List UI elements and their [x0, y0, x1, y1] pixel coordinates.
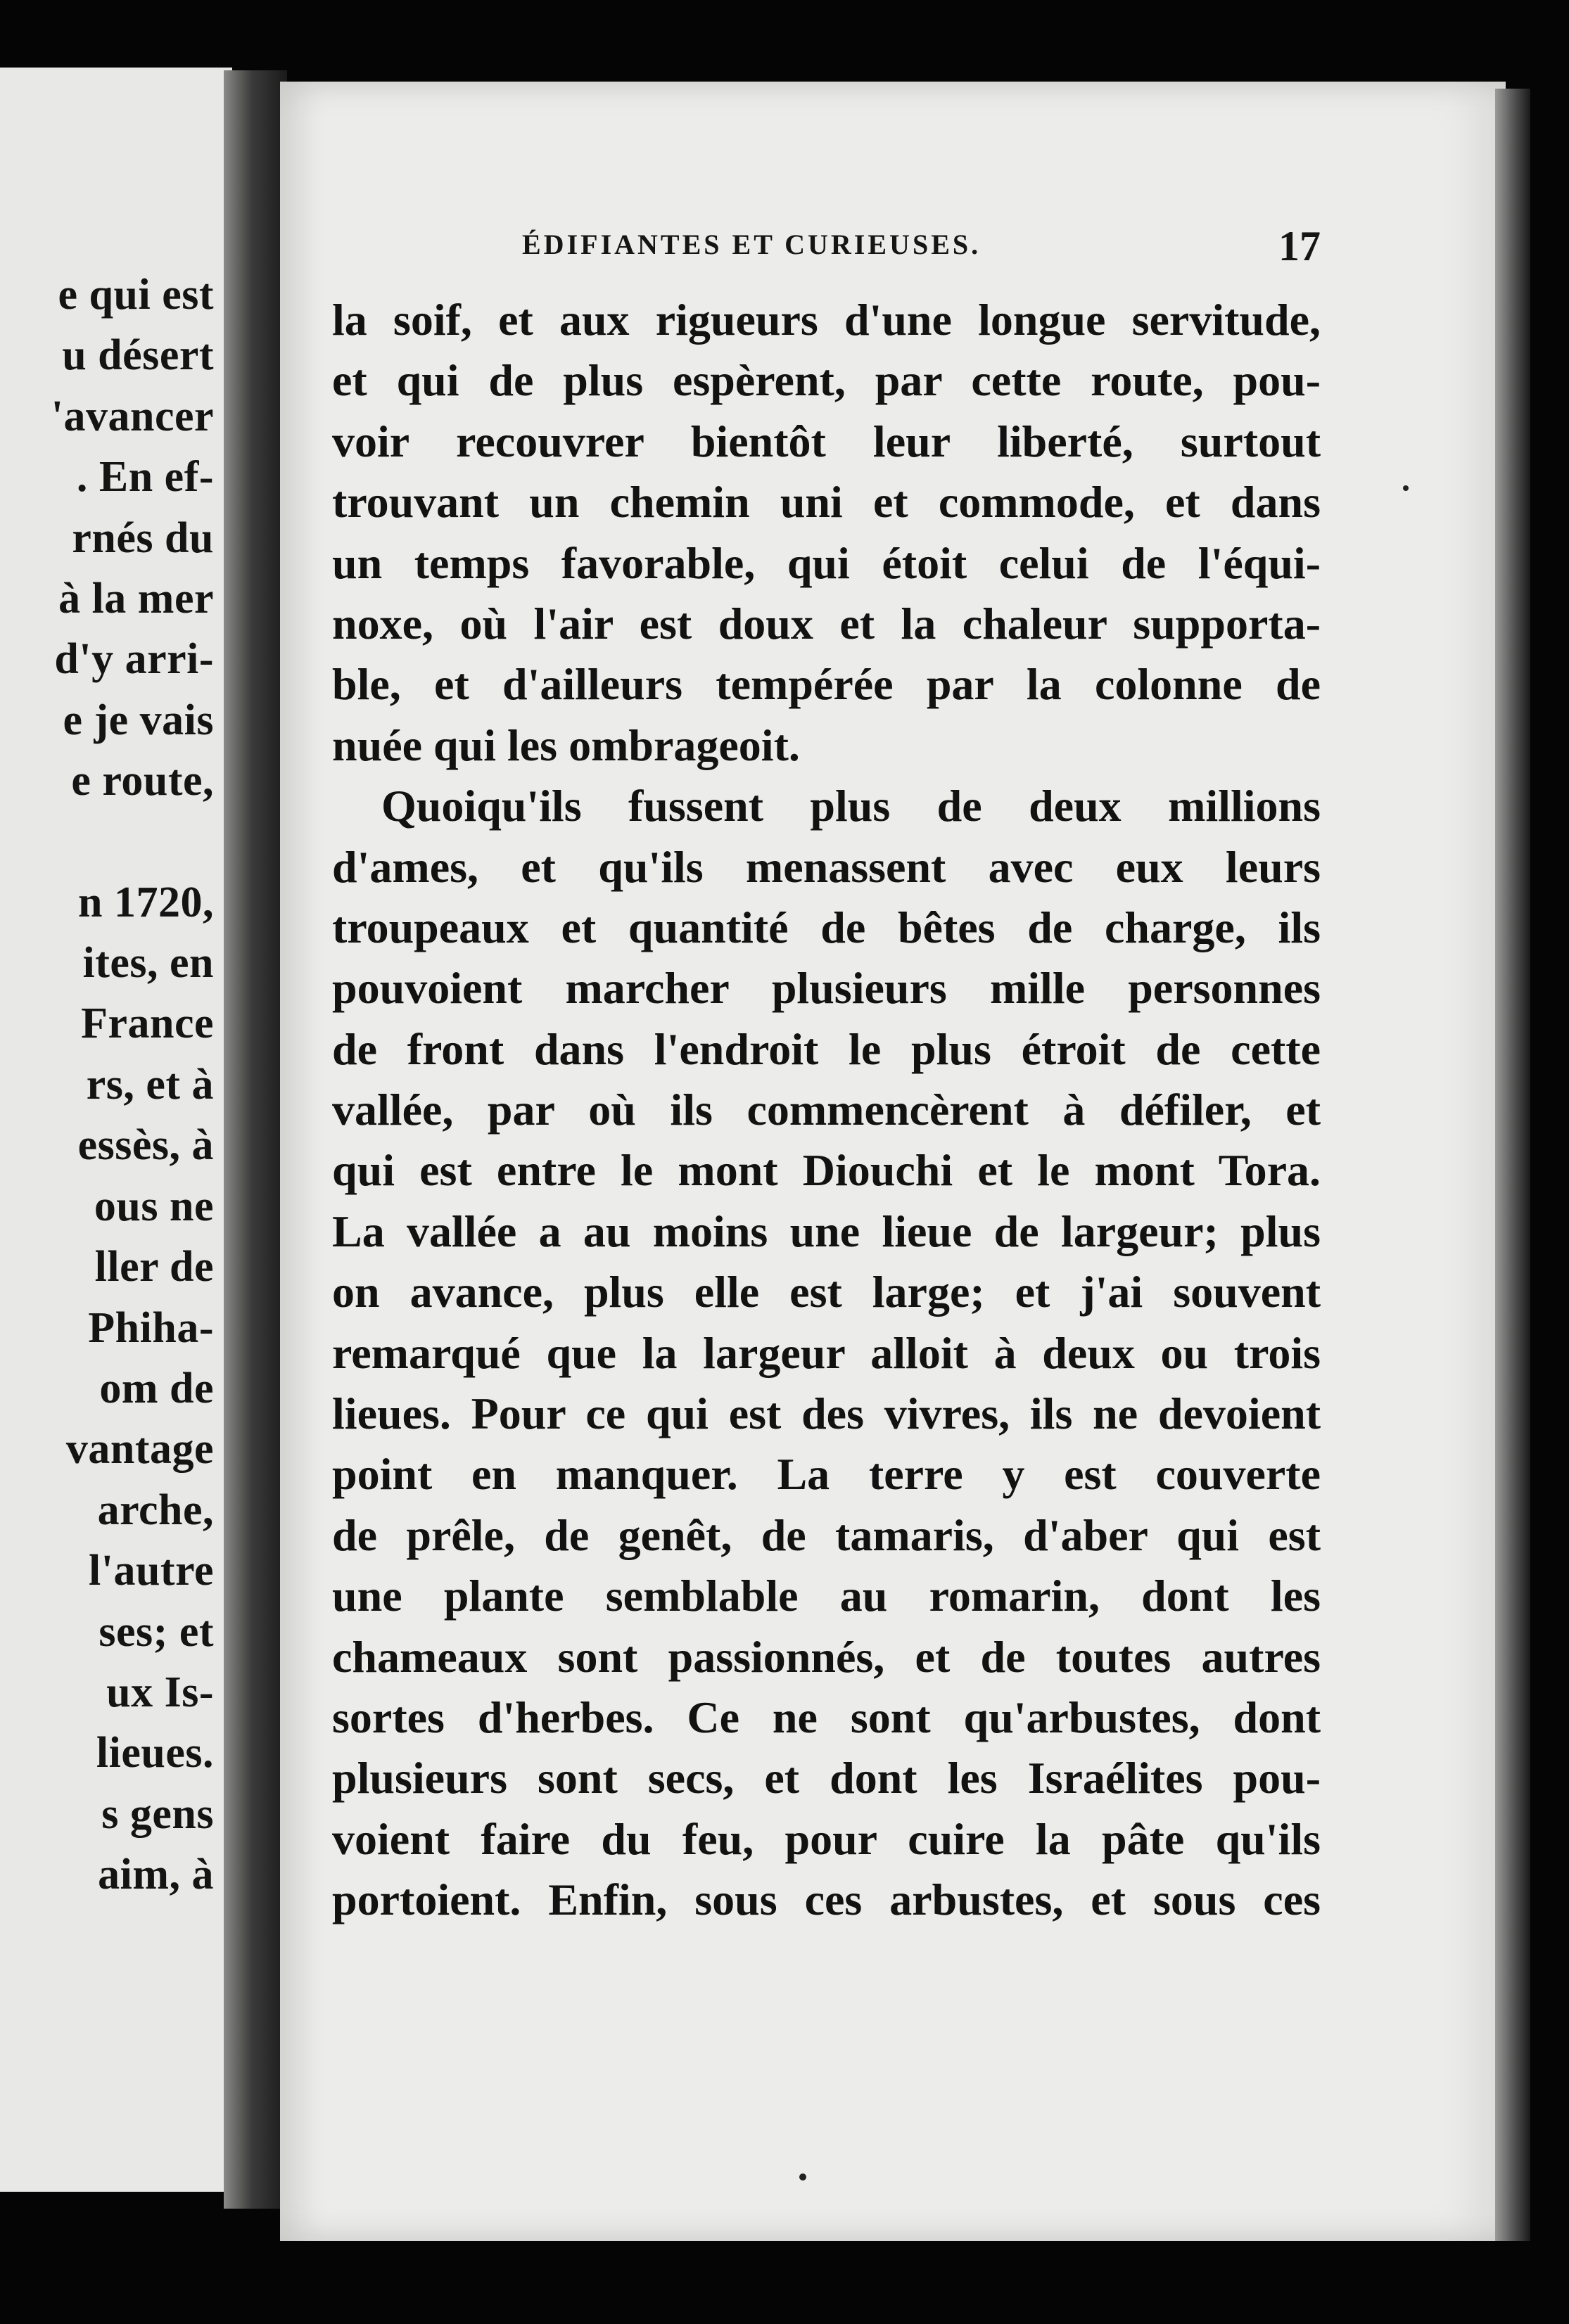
text-line: un temps favorable, qui étoit celui de l'équi-	[332, 537, 1321, 588]
left-line: ses; et	[99, 1607, 214, 1656]
text-line: voir recouvrer bientôt leur liberté, surtout	[332, 416, 1321, 466]
left-page-text	[51, 264, 214, 1905]
text-line: nuée qui les ombrageoit.	[332, 720, 800, 770]
left-line: rnés du	[72, 513, 214, 562]
text-line: voient faire du feu, pour cuire la pâte qu'ils	[332, 1813, 1321, 1864]
text-line: la soif, et aux rigueurs d'une longue servitude,	[332, 295, 1321, 345]
left-line: France	[81, 1000, 214, 1048]
text-line: Quoiqu'ils fussent plus de deux millions	[381, 781, 1321, 831]
left-line: e route,	[71, 757, 214, 805]
left-line: e je vais	[63, 696, 214, 744]
page-number: 17	[1278, 223, 1321, 269]
left-line: ous ne	[94, 1182, 214, 1230]
text-line: qui est entre le mont Diouchi et le mont Tora.	[332, 1145, 1321, 1196]
text-line: on avance, plus elle est large; et j'ai souvent	[332, 1267, 1321, 1317]
left-line: essès, à	[77, 1121, 214, 1170]
left-line: s gens	[101, 1789, 214, 1838]
left-line: lieues.	[96, 1729, 214, 1777]
left-line: e qui est	[58, 271, 214, 319]
text-line: et qui de plus espèrent, par cette route, pou-	[332, 355, 1321, 406]
left-line: u désert	[62, 331, 214, 380]
left-line: aim, à	[98, 1851, 214, 1899]
left-line: rs, et à	[86, 1060, 214, 1109]
text-line: troupeaux et quantité de bêtes de charge, ils	[332, 902, 1321, 952]
text-line: vallée, par où ils commencèrent à défiler, et	[332, 1085, 1321, 1135]
text-line: une plante semblable au romarin, dont les	[332, 1571, 1321, 1621]
text-line: noxe, où l'air est doux et la chaleur supporta-	[332, 598, 1321, 649]
text-line: de front dans l'endroit le plus étroit de cette	[332, 1023, 1321, 1074]
body-text	[332, 290, 1321, 1931]
text-line: point en manquer. La terre y est couverte	[332, 1449, 1321, 1500]
left-line: n 1720,	[78, 878, 214, 926]
text-line: La vallée a au moins une lieue de largeur; plus	[332, 1206, 1321, 1256]
left-line: . En ef-	[76, 453, 214, 502]
ink-speck	[1403, 485, 1409, 491]
page-header	[522, 223, 1321, 277]
left-line: arche,	[97, 1486, 214, 1534]
text-line: sortes d'herbes. Ce ne sont qu'arbustes, dont	[332, 1692, 1321, 1742]
left-line: vantage	[65, 1425, 214, 1474]
left-line: ux Is-	[106, 1668, 214, 1716]
left-line: à la mer	[58, 575, 214, 623]
text-line: remarqué que la largeur alloit à deux ou trois	[332, 1327, 1321, 1378]
left-line: 'avancer	[51, 392, 214, 440]
left-line: l'autre	[89, 1547, 214, 1595]
left-line: d'y arri-	[54, 635, 214, 684]
text-line: trouvant un chemin uni et commode, et dans	[332, 477, 1321, 528]
text-line: lieues. Pour ce qui est des vivres, ils ne devoient	[332, 1388, 1321, 1439]
page-edge	[1495, 89, 1530, 2241]
ink-speck	[799, 2173, 806, 2181]
text-line: plusieurs sont secs, et dont les Israélites pou-	[332, 1753, 1321, 1803]
running-head: ÉDIFIANTES ET CURIEUSES.	[522, 229, 982, 260]
left-line: om de	[99, 1364, 214, 1412]
text-line: ble, et d'ailleurs tempérée par la colonne de	[332, 659, 1321, 710]
text-line: de prêle, de genêt, de tamaris, d'aber qui est	[332, 1509, 1321, 1560]
left-line: Phiha-	[88, 1303, 214, 1352]
left-line: ites, en	[82, 939, 214, 988]
text-line: chameaux sont passionnés, et de toutes autres	[332, 1631, 1321, 1682]
text-line: pouvoient marcher plusieurs mille personnes	[332, 963, 1321, 1014]
left-page	[0, 68, 232, 2192]
text-line: d'ames, et qu'ils menassent avec eux leurs	[332, 841, 1321, 892]
left-line: ller de	[94, 1243, 214, 1291]
book-gutter	[224, 70, 287, 2209]
text-line: portoient. Enfin, sous ces arbustes, et sous ces	[332, 1875, 1321, 1925]
